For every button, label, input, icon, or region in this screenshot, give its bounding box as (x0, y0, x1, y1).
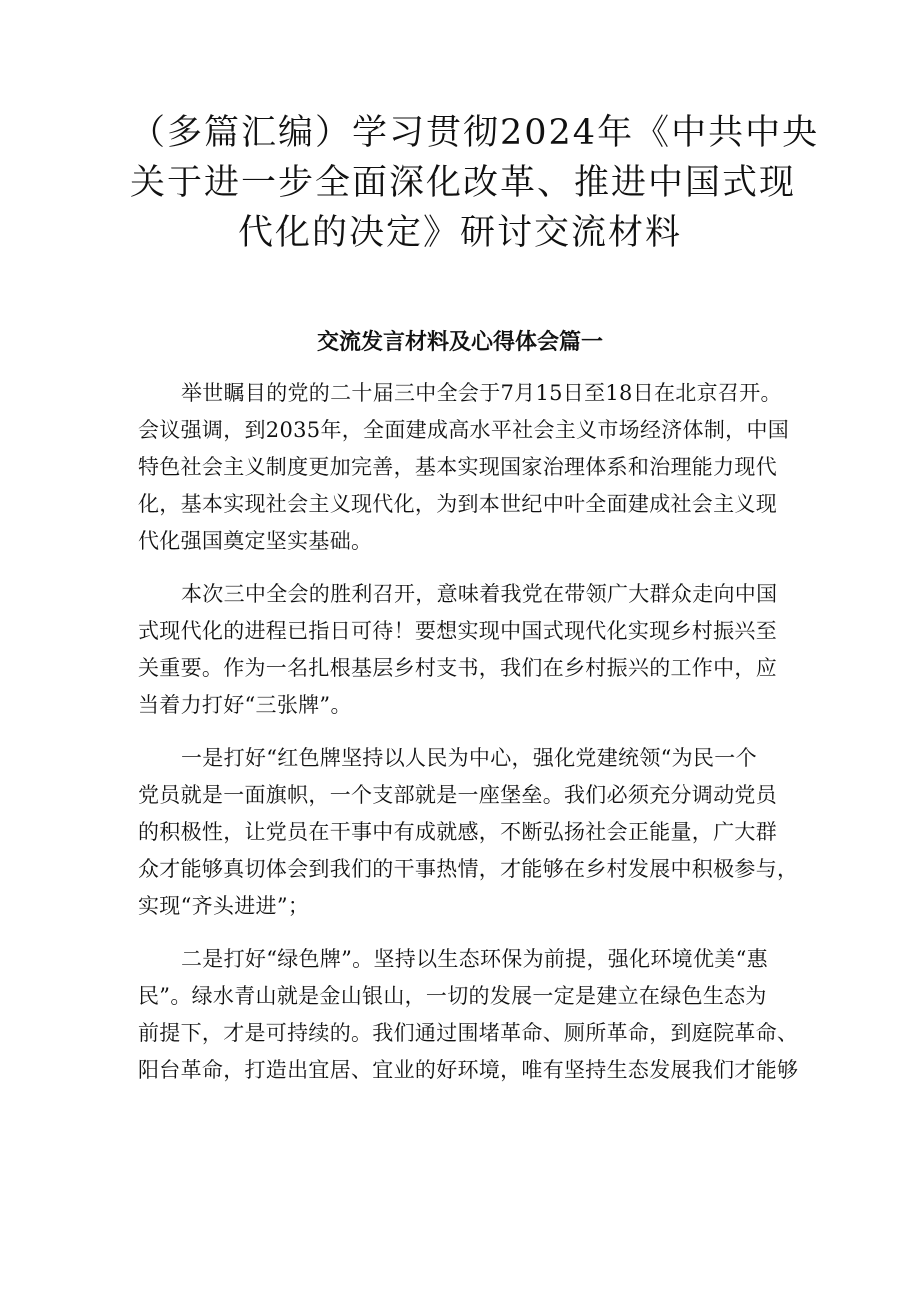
text-line: 一是打好“红色牌坚持以人民为中心，强化党建统领“为民一个 (181, 746, 757, 770)
document-title (130, 108, 820, 258)
title-line: 关于进一步全面深化改革、推进中国式现 (130, 163, 797, 203)
text-line: 阳台革命，打造出宜居、宜业的好环境，唯有坚持生态发展我们才能够 (138, 1058, 799, 1082)
text-line: 代化强国奠定坚实基础。 (138, 529, 373, 553)
paragraph (138, 576, 782, 724)
text-line: 本次三中全会的胜利召开，意味着我党在带领广大群众走向中国 (181, 582, 778, 606)
paragraph (138, 740, 799, 925)
paragraph (138, 375, 790, 560)
title-line: 代化的决定》研讨交流材料 (237, 213, 682, 253)
text-line: 式现代化的进程已指日可待！要想实现中国式现代化实现乡村振兴至 (138, 619, 777, 643)
text-line: 实现“齐头进进”； (138, 894, 310, 918)
section-heading: 交流发言材料及心得体会篇一 (316, 330, 603, 355)
body-text (138, 375, 799, 1105)
text-line: 当着力打好“三张牌”。 (138, 693, 352, 717)
text-line: 会议强调，到2035年，全面建成高水平社会主义市场经济体制，中国 (138, 418, 790, 442)
text-line: 二是打好“绿色牌”。坚持以生态环保为前提，强化环境优美“惠 (181, 947, 768, 971)
text-line: 举世瞩目的党的二十届三中全会于7月15日至18日在北京召开。 (181, 381, 782, 405)
title-line: （多篇汇编）学习贯彻2024年《中共中央 (130, 113, 820, 153)
text-line: 前提下，才是可持续的。我们通过围堵革命、厕所革命，到庭院革命、 (138, 1021, 799, 1045)
text-line: 众才能够真切体会到我们的干事热情，才能够在乡村发展中积极参与， (138, 857, 799, 881)
paragraph (138, 941, 799, 1089)
text-line: 关重要。作为一名扎根基层乡村支书，我们在乡村振兴的工作中，应 (138, 656, 777, 680)
text-line: 民”。绿水青山就是金山银山，一切的发展一定是建立在绿色生态为 (138, 984, 767, 1008)
text-line: 的积极性，让党员在干事中有成就感，不断弘扬社会正能量，广大群 (138, 820, 777, 844)
text-line: 党员就是一面旗帜，一个支部就是一座堡垒。我们必须充分调动党员 (138, 783, 777, 807)
text-line: 特色社会主义制度更加完善，基本实现国家治理体系和治理能力现代 (138, 455, 777, 479)
text-line: 化，基本实现社会主义现代化，为到本世纪中叶全面建成社会主义现 (138, 492, 777, 516)
